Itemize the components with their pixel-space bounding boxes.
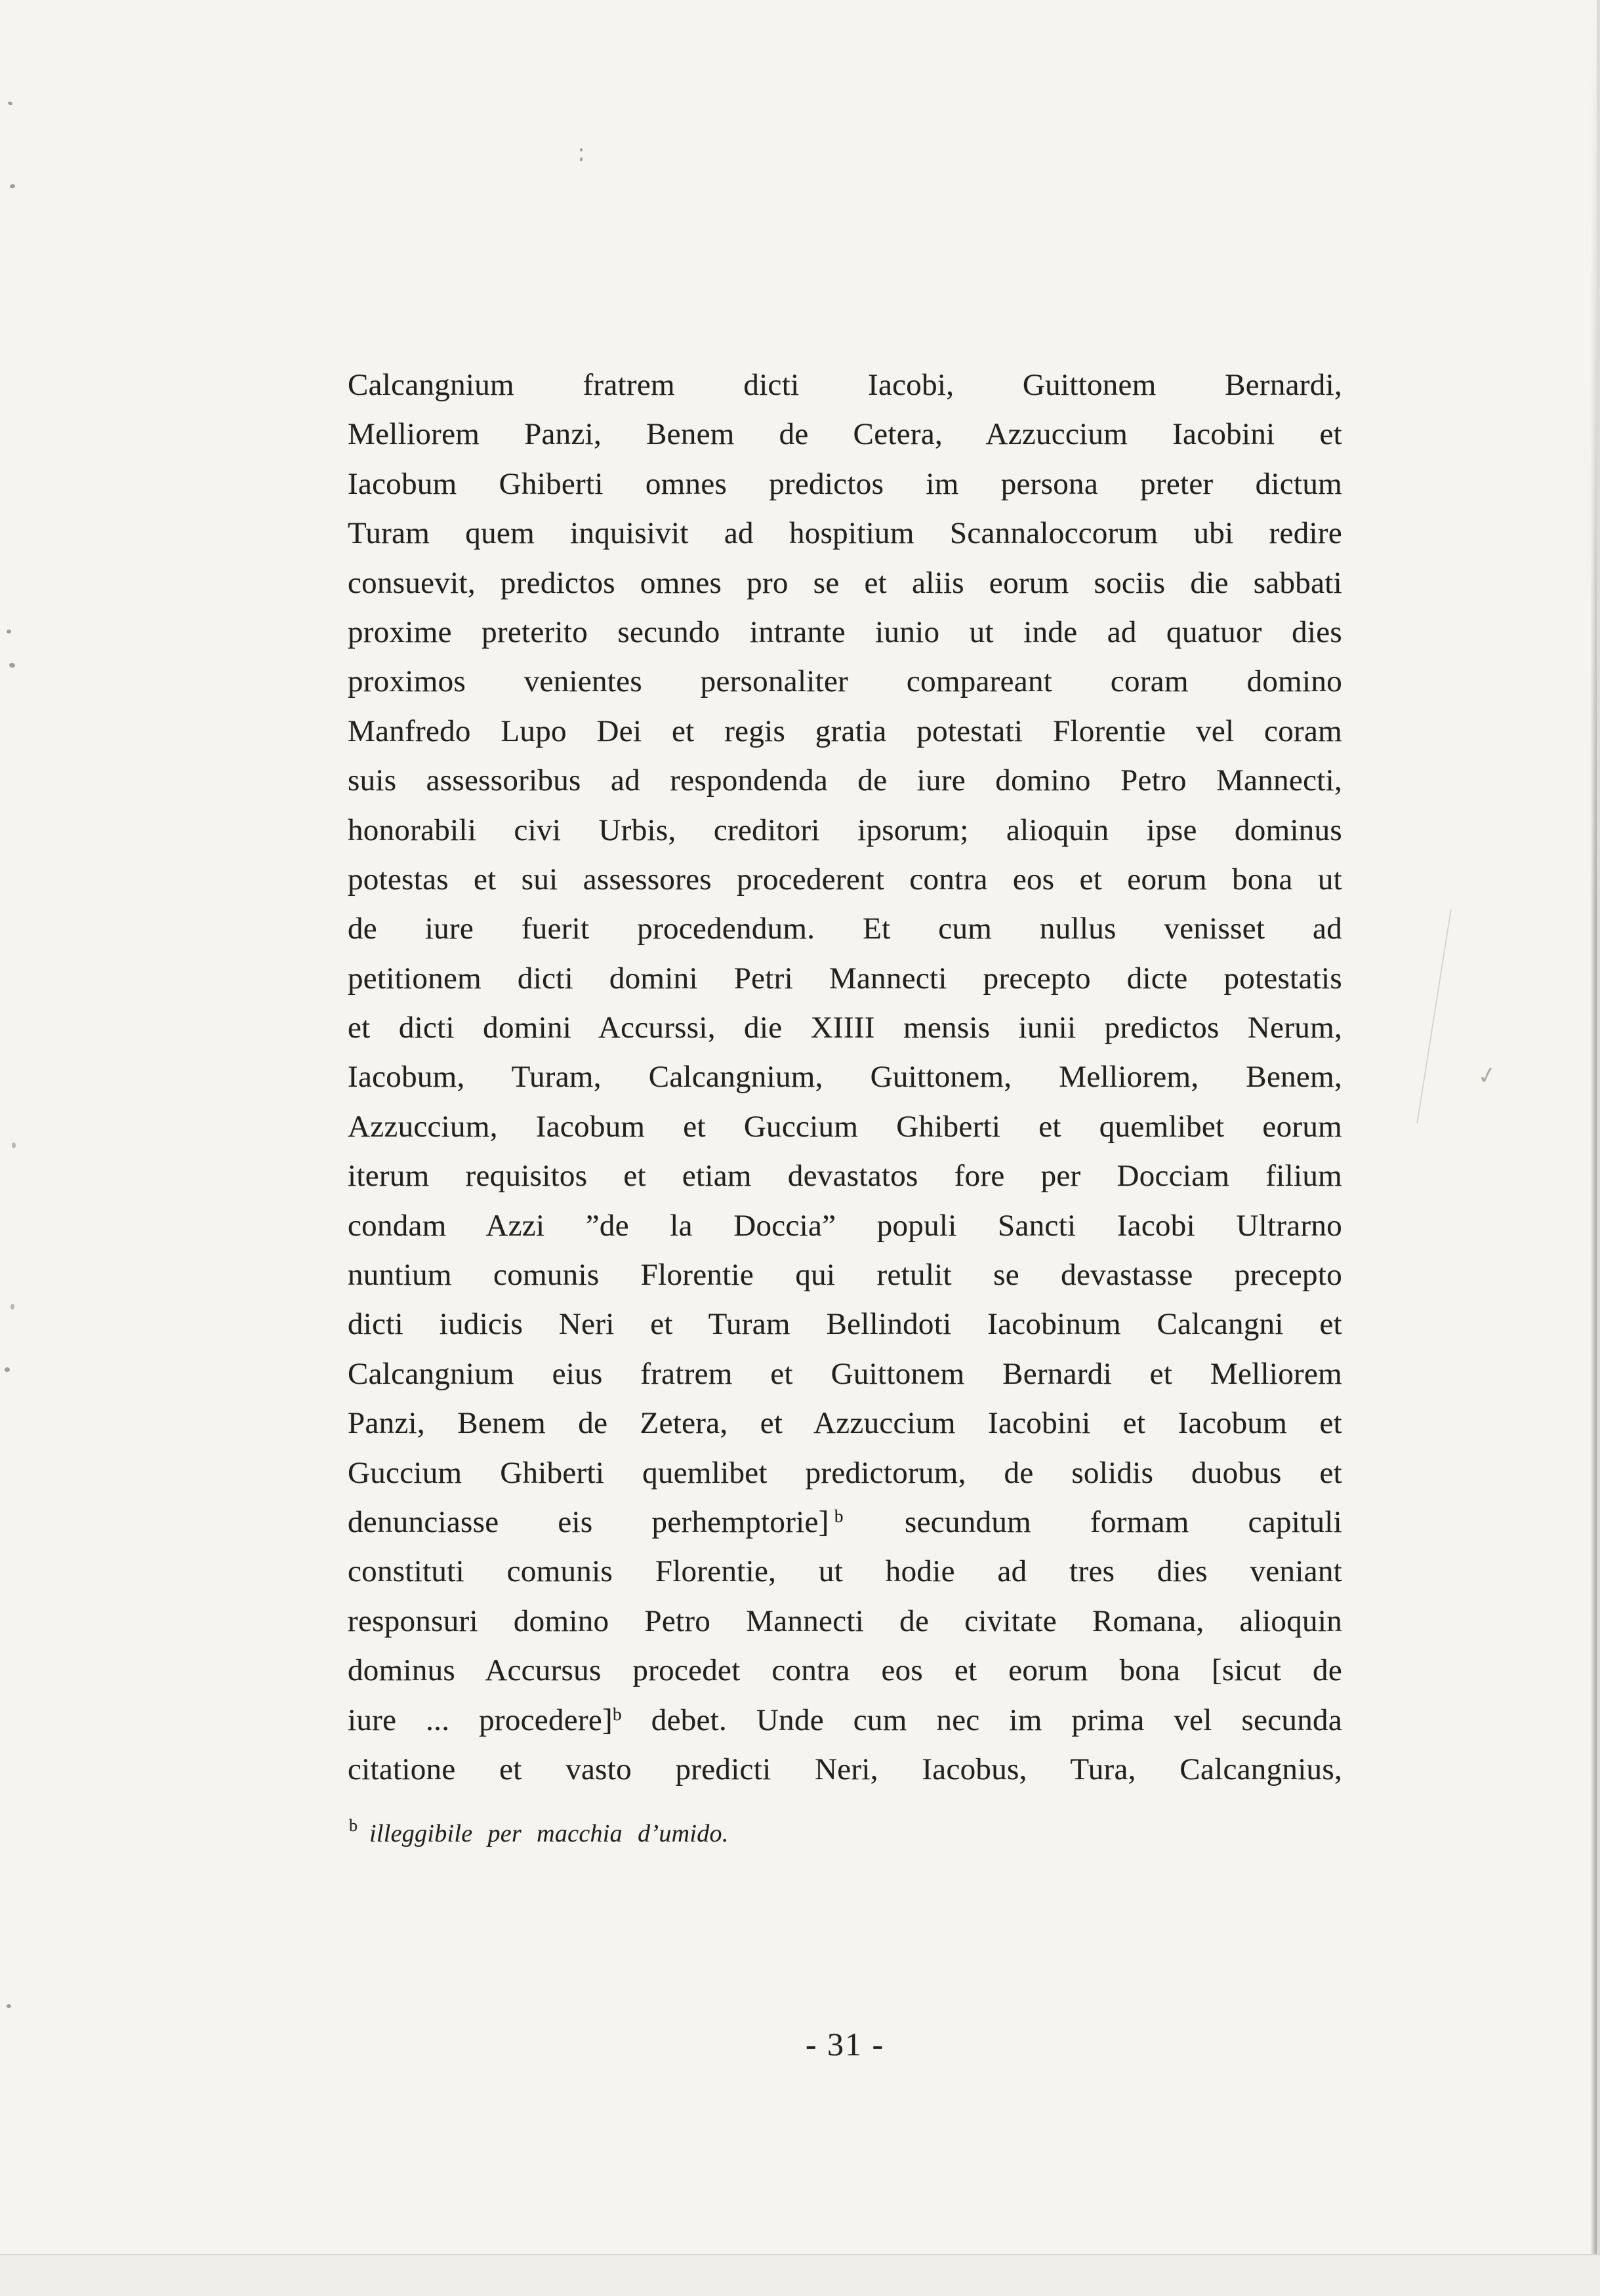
text-line: Guccium Ghiberti quemlibet predictorum, de solidis duobus et: [348, 1455, 1342, 1490]
text-line-with-footnote-ref: [348, 1696, 1342, 1745]
paper-speck: [9, 184, 15, 189]
text-line: proxime preterito secundo intrante iunio ut inde ad quatuor dies: [348, 614, 1342, 649]
text-line: potestas et sui assessores procederent contra eos et eorum bona ut: [348, 862, 1342, 896]
footnote-ref-b: b: [834, 1506, 844, 1526]
paper-speck: [7, 630, 11, 634]
text-segment: debet. Unde cum nec im prima vel secunda: [651, 1702, 1342, 1737]
text-segment: secundum formam capituli: [905, 1504, 1342, 1539]
text-line: de iure fuerit procedendum. Et cum nullus venisset ad: [348, 912, 1342, 946]
text-line: petitionem dicti domini Petri Mannecti precepto dicte potestatis: [348, 961, 1342, 996]
paper-speck: [10, 1304, 14, 1310]
text-line: responsuri domino Petro Mannecti de civitate Romana, alioquin: [348, 1603, 1342, 1638]
text-line: citatione et vasto predicti Neri, Iacobus, Tura, Calcangnius,: [348, 1752, 1342, 1786]
paper-speck: [580, 157, 583, 161]
text-line-with-footnote-ref: [348, 1498, 1342, 1547]
text-line: iterum requisitos et etiam devastatos fore per Docciam filium: [348, 1159, 1342, 1194]
text-line: et dicti domini Accurssi, die XIIII mensis iunii predictos Nerum,: [348, 1011, 1342, 1045]
text-line: condam Azzi ”de la Doccia” populi Sancti Iacobi Ultrarno: [348, 1208, 1342, 1243]
text-line: Azzuccium, Iacobum et Guccium Ghiberti et quemlibet eorum: [348, 1109, 1342, 1144]
body-text-block: [348, 361, 1342, 1794]
footnote-marker: b: [349, 1816, 358, 1835]
text-line: suis assessoribus ad respondenda de iure domino Petro Mannecti,: [348, 763, 1342, 798]
text-line: consuevit, predictos omnes pro se et aliis eorum sociis die sabbati: [348, 565, 1342, 600]
text-line: nuntium comunis Florentie qui retulit se devastasse precepto: [348, 1258, 1342, 1293]
text-line: Melliorem Panzi, Benem de Cetera, Azzuccium Iacobini et: [348, 417, 1342, 452]
paper-speck: [9, 662, 15, 668]
text-line: Iacobum, Turam, Calcangnium, Guittonem, Melliorem, Benem,: [348, 1060, 1342, 1095]
text-line: Calcangnium eius fratrem et Guittonem Bernardi et Melliorem: [348, 1356, 1342, 1391]
page-number: - 31 -: [805, 2026, 885, 2063]
text-line: dicti iudicis Neri et Turam Bellindoti Iacobinum Calcangni et: [348, 1307, 1342, 1342]
paper-speck: [7, 2004, 11, 2008]
text-line: dominus Accursus procedet contra eos et eorum bona [sicut de: [348, 1653, 1342, 1688]
page-edge-outer: [1597, 0, 1600, 2295]
text-line: constituti comunis Florentie, ut hodie ad tres dies veniant: [348, 1554, 1342, 1589]
footnote: [349, 1816, 729, 1848]
paper-speck: [7, 101, 12, 106]
text-line: Turam quem inquisivit ad hospitium Scannaloccorum ubi redire: [348, 516, 1342, 551]
scan-bottom-edge: [0, 2254, 1600, 2296]
paper-speck: [5, 1367, 10, 1372]
text-line: Calcangnium fratrem dicti Iacobi, Guittonem Bernardi,: [348, 368, 1342, 402]
page-edge-shadow: [1590, 0, 1597, 2295]
pencil-check-mark: ✓: [1475, 1060, 1500, 1091]
paper-speck: [12, 1142, 16, 1148]
paper-speck: [580, 148, 583, 151]
text-segment: denunciasse eis perhemptorie]: [348, 1504, 829, 1539]
text-line: honorabili civi Urbis, creditori ipsorum; alioquin ipse dominus: [348, 813, 1342, 847]
text-line: Panzi, Benem de Zetera, et Azzuccium Iacobini et Iacobum et: [348, 1406, 1342, 1441]
crease-line: [1416, 910, 1452, 1123]
text-line: Manfredo Lupo Dei et regis gratia potestati Florentie vel coram: [348, 714, 1342, 748]
text-segment: iure ... procedere]: [348, 1702, 613, 1737]
footnote-ref-b: b: [612, 1704, 622, 1724]
text-line: proximos venientes personaliter compareant coram domino: [348, 664, 1342, 699]
text-line: Iacobum Ghiberti omnes predictos im persona preter dictum: [348, 466, 1342, 501]
footnote-text: illeggibile per macchia d’umido.: [369, 1820, 729, 1847]
